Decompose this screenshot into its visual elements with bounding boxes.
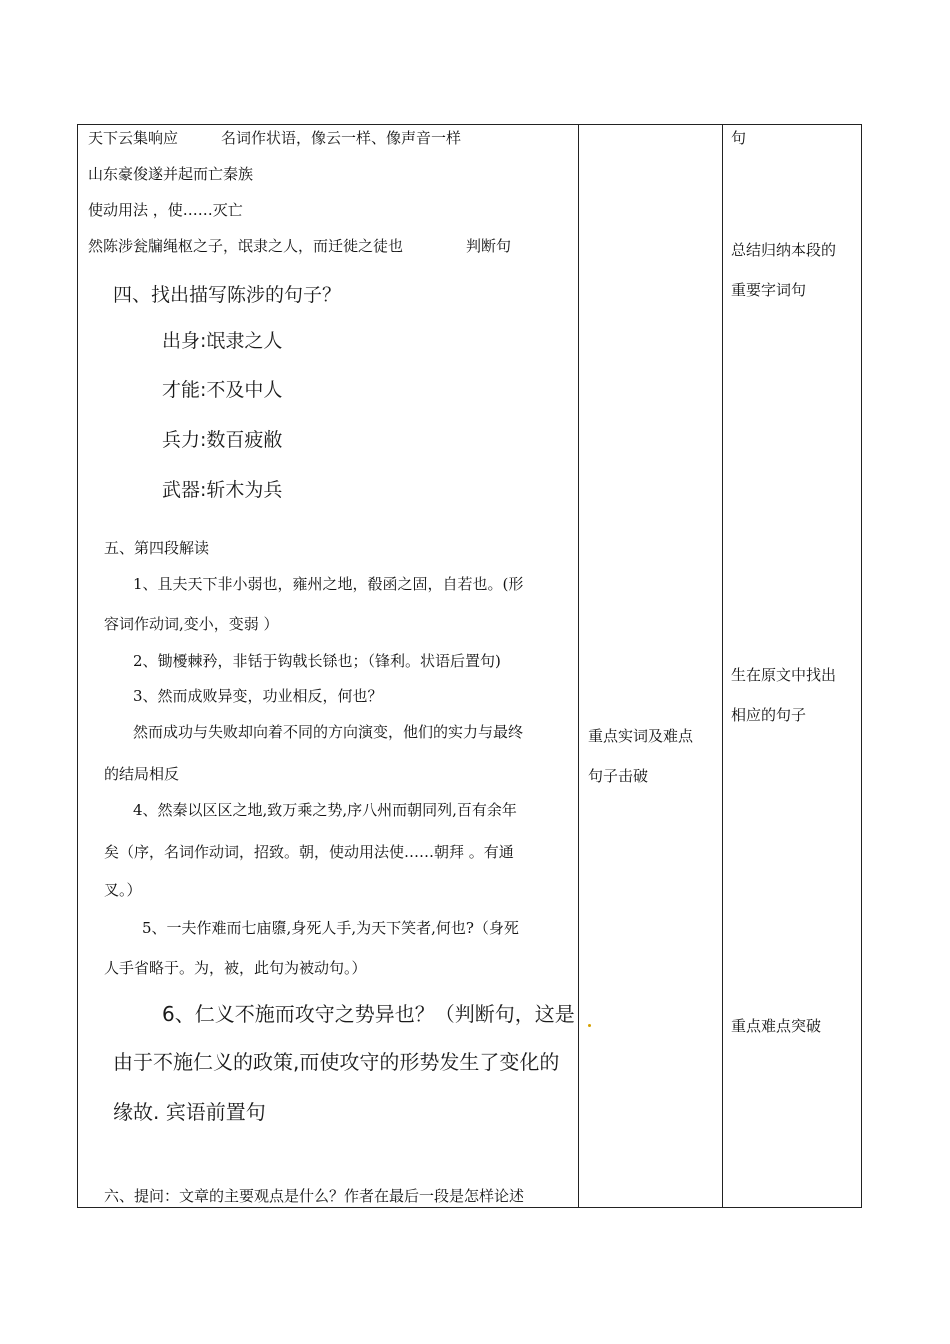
text-line: 重点难点突破 (731, 1017, 822, 1035)
column-divider (722, 125, 723, 1207)
text-line: 句 (731, 129, 747, 147)
text-line: 使动用法 ，使……灭亡 (88, 201, 243, 219)
marker-dot (588, 1024, 591, 1027)
list-item: 出身:氓隶之人 (162, 330, 283, 352)
text-line: 3、然而成败异变，功业相反，何也？ (133, 687, 383, 705)
list-item: 兵力:数百疲敝 (162, 429, 283, 451)
text-line: 5、一夫作难而七庙隳,身死人手,为天下笑者,何也?（身死 (142, 919, 519, 937)
text-line: 6、仁义不施而攻守之势异也？（判断句，这是 (162, 1002, 575, 1026)
text-line: 总结归纳本段的 (731, 241, 837, 259)
text-line: 山东豪俊遂并起而亡秦族 (88, 165, 254, 183)
text-line: 相应的句子 (731, 706, 807, 724)
text-line: 容词作动词,变小，变弱 ） (104, 615, 279, 633)
text-line: 名词作状语，像云一样、像声音一样 (221, 129, 462, 147)
text-line: 然陈涉瓮牖绳枢之子，氓隶之人，而迁徙之徒也 (88, 237, 404, 255)
text-line: 1、且夫天下非小弱也，雍州之地，殽函之固，自若也。(形 (133, 575, 524, 593)
text-line: 的结局相反 (104, 765, 180, 783)
text-line: 句子击破 (588, 767, 649, 785)
text-line: 生在原文中找出 (731, 666, 837, 684)
text-line: 4、然秦以区区之地,致万乘之势,序八州而朝同列,百有余年 (133, 801, 517, 819)
list-item: 才能:不及中人 (162, 379, 283, 401)
text-line: 缘故. 宾语前置句 (113, 1100, 266, 1124)
text-line: 人手省略于。为，被，此句为被动句。） (104, 959, 367, 977)
text-line: 天下云集响应 (88, 129, 179, 147)
text-line: 判断句 (466, 237, 512, 255)
text-line: 重点实词及难点 (588, 727, 694, 745)
text-line: 然而成功与失败却向着不同的方向演变，他们的实力与最终 (133, 723, 524, 741)
text-line: 重要字词句 (731, 281, 807, 299)
section-five-title: 五、第四段解读 (104, 539, 210, 557)
list-item: 武器:斩木为兵 (162, 479, 283, 501)
section-four-title: 四、找出描写陈涉的句子？ (113, 284, 342, 306)
text-line: 2、锄櫌棘矜，非铦于钩戟长铩也；（锋利。状语后置句) (133, 652, 501, 670)
text-line: 由于不施仁义的政策,而使攻守的形势发生了变化的 (113, 1050, 560, 1074)
column-divider (578, 125, 579, 1207)
text-line: 矣（序，名词作动词，招致。朝，使动用法使……朝拜 。有通 (104, 843, 514, 861)
text-line: 叉。） (104, 881, 142, 899)
section-six-title: 六、提问：文章的主要观点是什么？作者在最后一段是怎样论述 (104, 1187, 525, 1205)
